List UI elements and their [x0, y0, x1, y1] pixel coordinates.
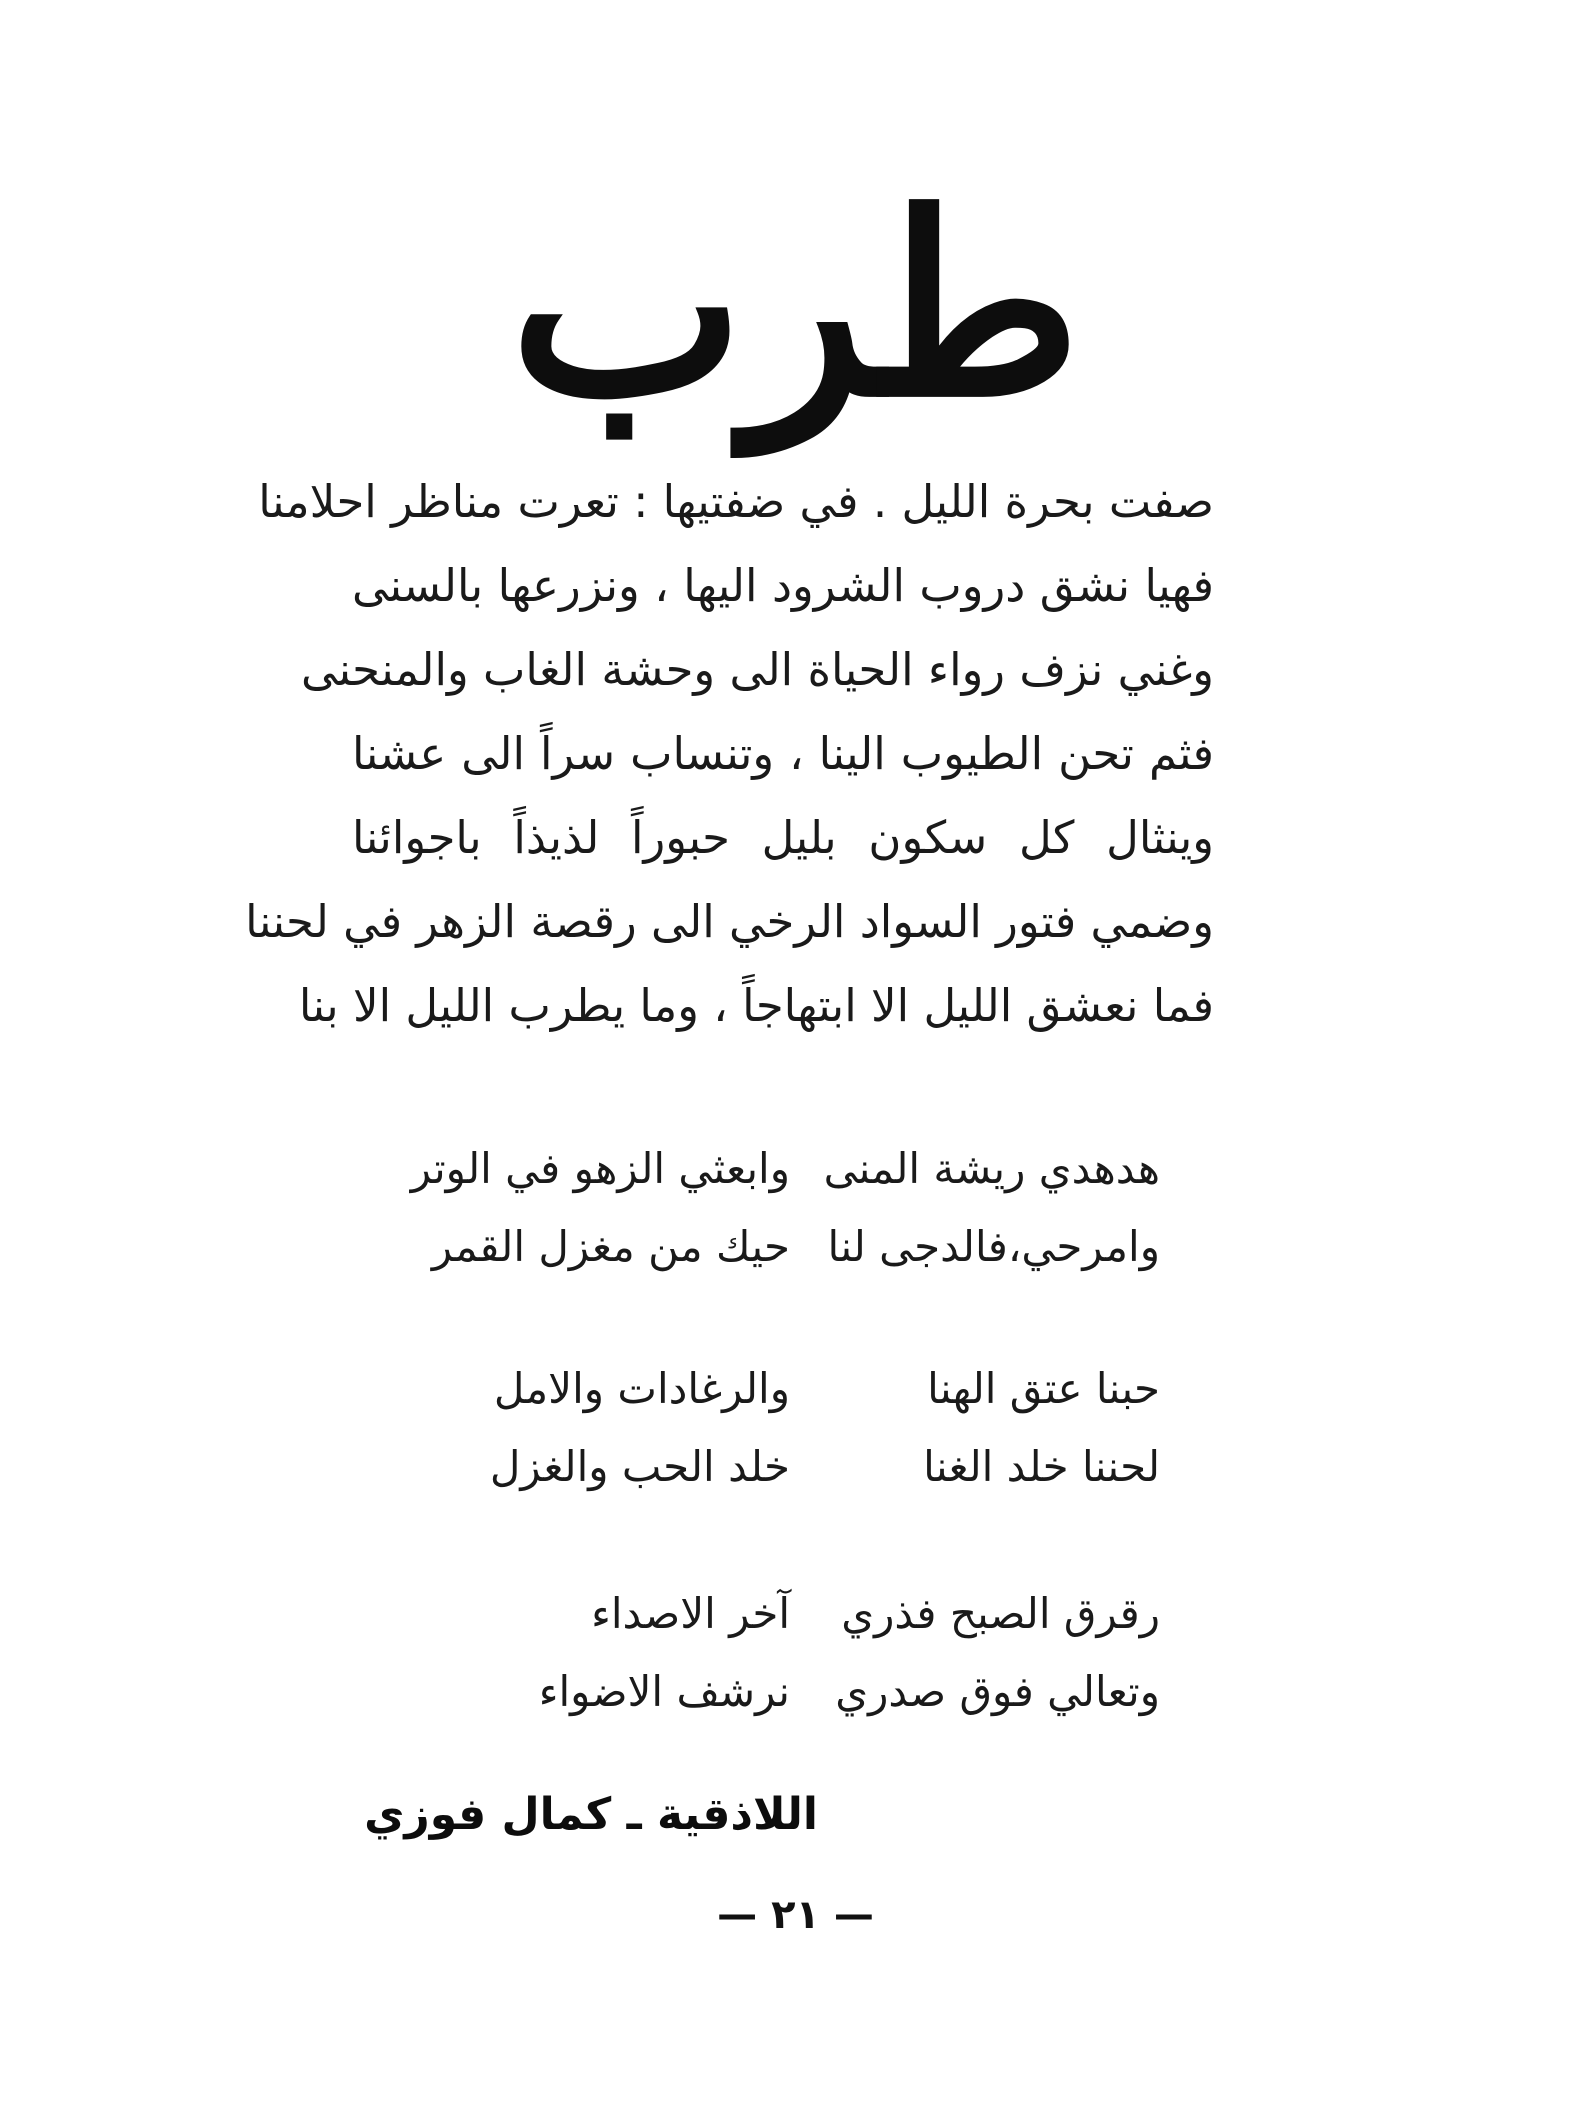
verse-line [420, 1575, 1160, 1653]
poem-title: طرب [509, 158, 1082, 452]
verse-stanza-2 [420, 1350, 1160, 1506]
verse-first-hemistich: وامرحي،فالدجى لنا [827, 1222, 1160, 1271]
prose-line: وغني نزف رواء الحياة الى وحشة الغاب والمنحنى [301, 643, 1214, 696]
verse-second-hemistich: وابعثي الزهو في الوتر [410, 1144, 790, 1193]
verse-first-hemistich: رقرق الصبح فذري [841, 1589, 1160, 1638]
prose-line: صفت بحرة الليل . في ضفتيها : تعرت مناظر احلامنا [258, 475, 1214, 528]
verse-second-hemistich: آخر الاصداء [591, 1589, 790, 1638]
verse-line [420, 1208, 1160, 1286]
verse-line [410, 1130, 1160, 1208]
prose-line: فهيا نشق دروب الشرود اليها ، ونزرعها بالسنى [352, 559, 1214, 612]
verse-first-hemistich: هدهدي ريشة المنى [823, 1144, 1160, 1193]
prose-line: وينثال كل سكون بليل حبوراً لذيذاً باجوائنا [352, 811, 1214, 864]
verse-stanza-3 [420, 1575, 1160, 1731]
verse-second-hemistich: حيك من مغزل القمر [431, 1222, 790, 1271]
author-signature: اللاذقية ـ كمال فوزي [364, 1789, 818, 1840]
prose-line: وضمي فتور السواد الرخي الى رقصة الزهر في لحننا [245, 895, 1214, 948]
verse-line [420, 1428, 1160, 1506]
verse-first-hemistich: حبنا عتق الهنا [927, 1364, 1160, 1413]
verse-second-hemistich: نرشف الاضواء [538, 1667, 790, 1716]
verse-line [420, 1653, 1160, 1731]
verse-stanza-1 [410, 1130, 1160, 1286]
verse-first-hemistich: وتعالي فوق صدري [835, 1667, 1160, 1716]
verse-line [420, 1350, 1160, 1428]
prose-line: فما نعشق الليل الا ابتهاجاً ، وما يطرب الليل الا بنا [298, 979, 1214, 1032]
prose-line: فثم تحن الطيوب الينا ، وتنساب سراً الى عشنا [352, 727, 1214, 780]
verse-first-hemistich: لحننا خلد الغنا [923, 1442, 1160, 1491]
verse-second-hemistich: خلد الحب والغزل [489, 1442, 790, 1491]
verse-second-hemistich: والرغادات والامل [493, 1364, 790, 1413]
prose-paragraph [245, 460, 1214, 1048]
page-number: — ٢١ — [717, 1892, 874, 1938]
